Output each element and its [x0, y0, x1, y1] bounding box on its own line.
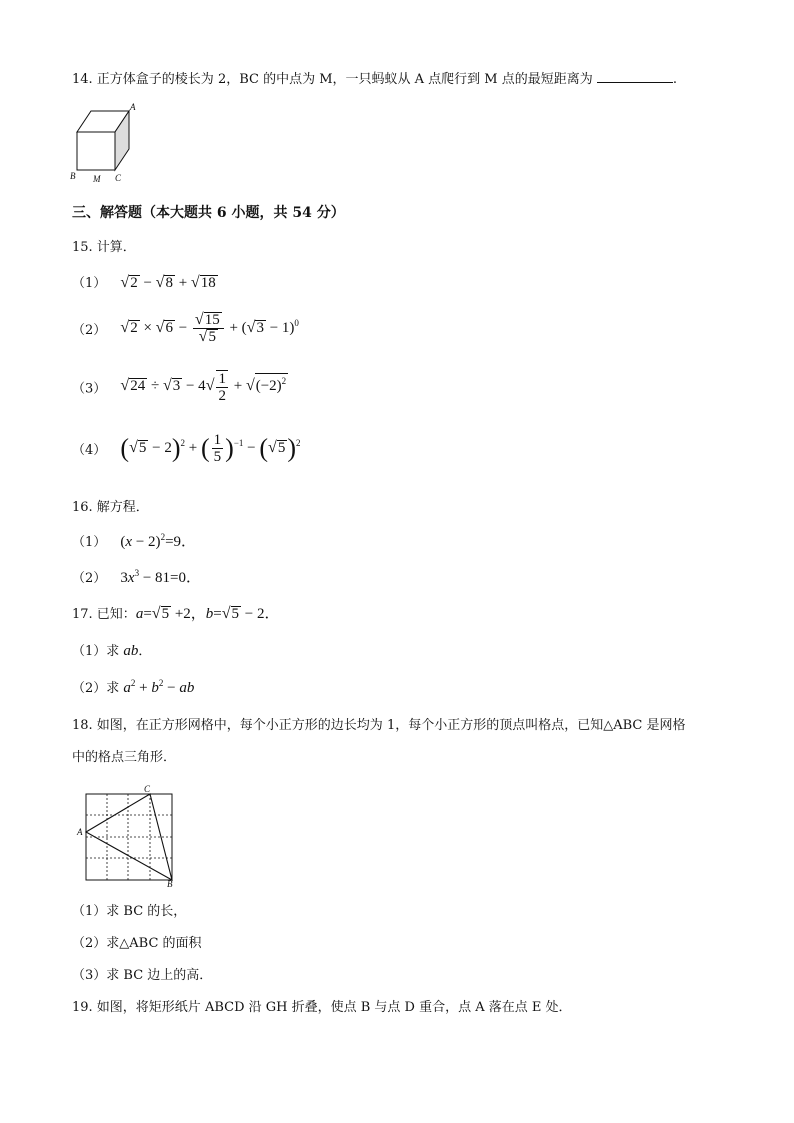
cube-label-m: M — [93, 174, 101, 184]
answer-blank — [597, 70, 673, 83]
q17-sub-1: （1）求 ab． — [72, 643, 152, 659]
cube-label-a: A — [130, 102, 136, 112]
q17-label: 17. 已知： — [72, 607, 136, 622]
q15-item-3: （3） √24 ÷ √3 − 4√ $\frac{1}{2}$ + $√(-2)^2$ — [72, 371, 287, 404]
question-14-text: 14. 正方体盒子的棱长为 2，BC 的中点为 M，一只蚂蚁从 A 点爬行到 M 点的最短距离为 — [72, 72, 593, 87]
q18-sub-2: （2）求△ABC 的面积 — [72, 936, 202, 951]
item-label: （1） — [72, 535, 107, 550]
item-label: （3） — [72, 381, 107, 397]
section-heading: 三、解答题（本大题共 6 小题，共 54 分） — [72, 205, 345, 221]
question-18-line1: 18. 如图，在正方形网格中，每个小正方形的边长均为 1，每个小正方形的顶点叫格点，已知△ABC 是网格 — [72, 718, 686, 733]
q16-item-1: （1） $(x - 2)^2=9$． — [72, 532, 197, 550]
q17-sub1-label: （1）求 — [72, 644, 120, 659]
q15-item-2: （2） √2 × √6 − $\frac{√15}{√5}$ + $(√3 - 1)^0$ — [72, 311, 299, 345]
q15-item-1: （1） √2 − √8 + √18 — [72, 274, 216, 291]
q15-item-4: （4） $(√5 - 2)^2$ + ( $\frac{1}{5}$ )$^{-1} - (√5)^2$ — [72, 432, 301, 465]
item-label: （2） — [72, 322, 107, 338]
cube-front-face — [77, 132, 115, 170]
q18-sub-1: （1）求 BC 的长， — [72, 904, 187, 919]
item-label: （4） — [72, 442, 107, 458]
grid-label-c: C — [144, 784, 151, 794]
question-19: 19. 如图，将矩形纸片 ABCD 沿 GH 折叠，使点 B 与点 D 重合，点 A 落在点 E 处． — [72, 1000, 572, 1015]
cube-right-face — [115, 111, 129, 170]
cube-figure — [70, 100, 142, 186]
q16-item-2: （2） $3x^3 - 81=0$． — [72, 568, 202, 586]
grid-triangle-figure — [76, 784, 182, 888]
question-14-end: . — [672, 72, 678, 87]
question-16-title: 16. 解方程． — [72, 500, 149, 515]
q17-sub-2: （2）求 $a^2 + b^2$ − ab — [72, 678, 195, 696]
cube-label-b: B — [70, 171, 76, 181]
grid-label-a: A — [77, 827, 83, 837]
q17-sub2-label: （2）求 — [72, 681, 120, 696]
question-17-title: 17. 已知：a=√5 +2，b=√5 − 2． — [72, 605, 280, 622]
question-18-line2: 中的格点三角形． — [72, 750, 177, 765]
item-label: （2） — [72, 571, 107, 586]
question-15-title: 15. 计算． — [72, 240, 136, 255]
cube-label-c: C — [115, 173, 122, 183]
q18-sub-3: （3）求 BC 边上的高． — [72, 968, 213, 983]
grid-label-b: B — [167, 879, 173, 888]
item-label: （1） — [72, 276, 107, 291]
question-14 — [72, 68, 677, 87]
